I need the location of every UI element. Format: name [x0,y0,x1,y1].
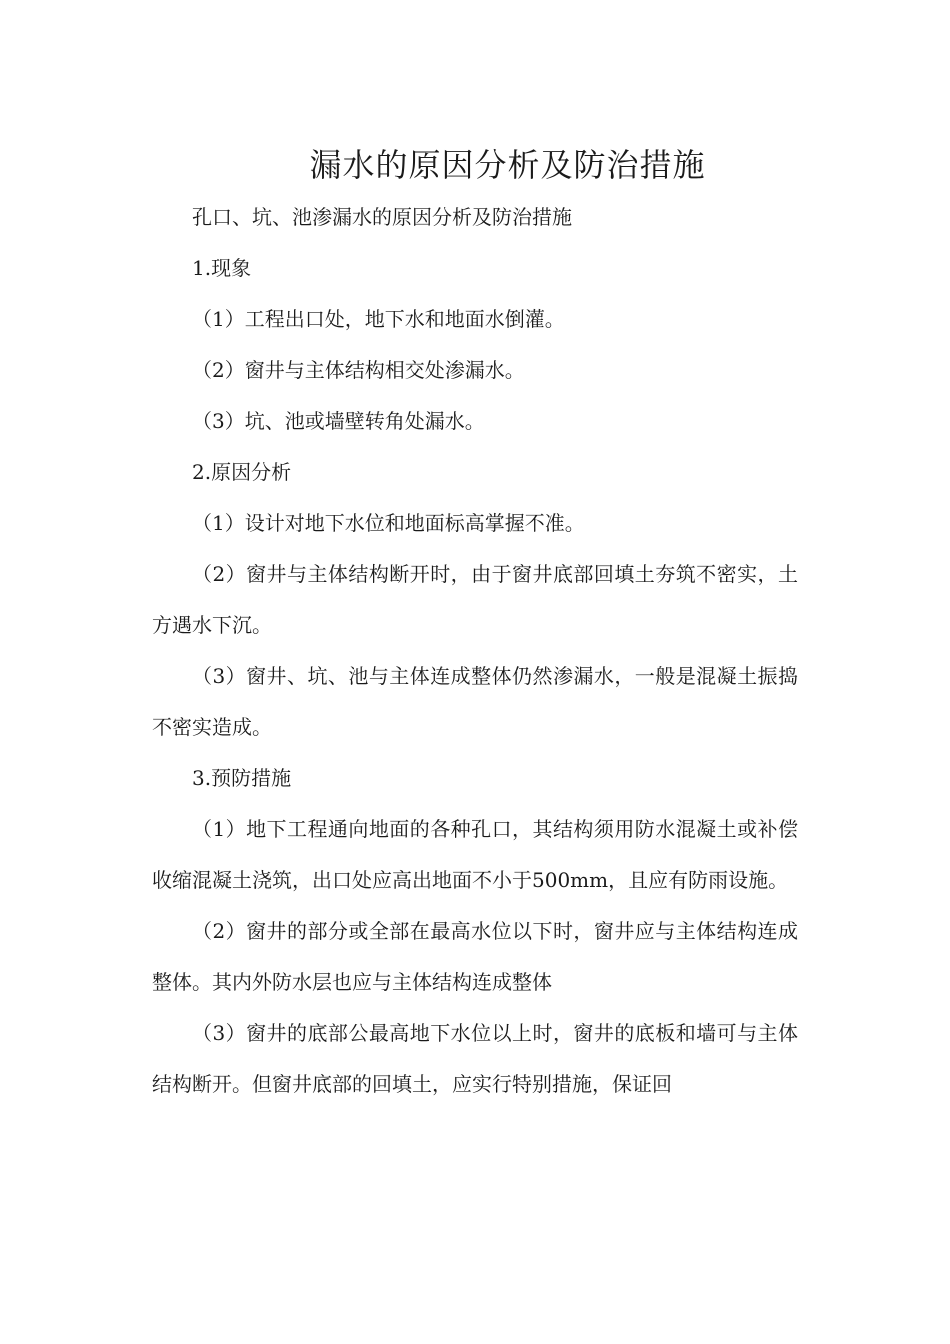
section-heading-cause-analysis: 2.原因分析 [192,460,292,484]
paragraph-subtitle: 孔口、坑、池渗漏水的原因分析及防治措施 [192,205,572,229]
paragraph-phenomenon-1: （1）工程出口处，地下水和地面水倒灌。 [192,307,565,331]
paragraph-prevention-3: （3）窗井的底部公最高地下水位以上时，窗井的底板和墙可与主体结构断开。但窗井底部的回填土，应实行特别措施，保证回 [152,1021,798,1096]
section-heading-phenomenon: 1.现象 [192,256,252,280]
paragraph-prevention-2: （2）窗井的部分或全部在最高水位以下时，窗井应与主体结构连成整体。其内外防水层也应与主体结构连成整体 [152,919,798,994]
paragraph-cause-1: （1）设计对地下水位和地面标高掌握不准。 [192,511,585,535]
page-title: 漏水的原因分析及防治措施 [309,146,706,185]
paragraph-phenomenon-3: （3）坑、池或墙壁转角处漏水。 [192,409,485,433]
paragraph-phenomenon-2: （2）窗井与主体结构相交处渗漏水。 [192,358,525,382]
document-body [152,192,798,1110]
section-heading-prevention: 3.预防措施 [192,766,292,790]
paragraph-prevention-1: （1）地下工程通向地面的各种孔口，其结构须用防水混凝土或补偿收缩混凝土浇筑，出口处应高出地面不小于500mm，且应有防雨设施。 [152,817,798,892]
paragraph-cause-3: （3）窗井、坑、池与主体连成整体仍然渗漏水，一般是混凝土振捣不密实造成。 [152,664,798,739]
paragraph-cause-2: （2）窗井与主体结构断开时，由于窗井底部回填土夯筑不密实，土方遇水下沉。 [152,562,798,637]
